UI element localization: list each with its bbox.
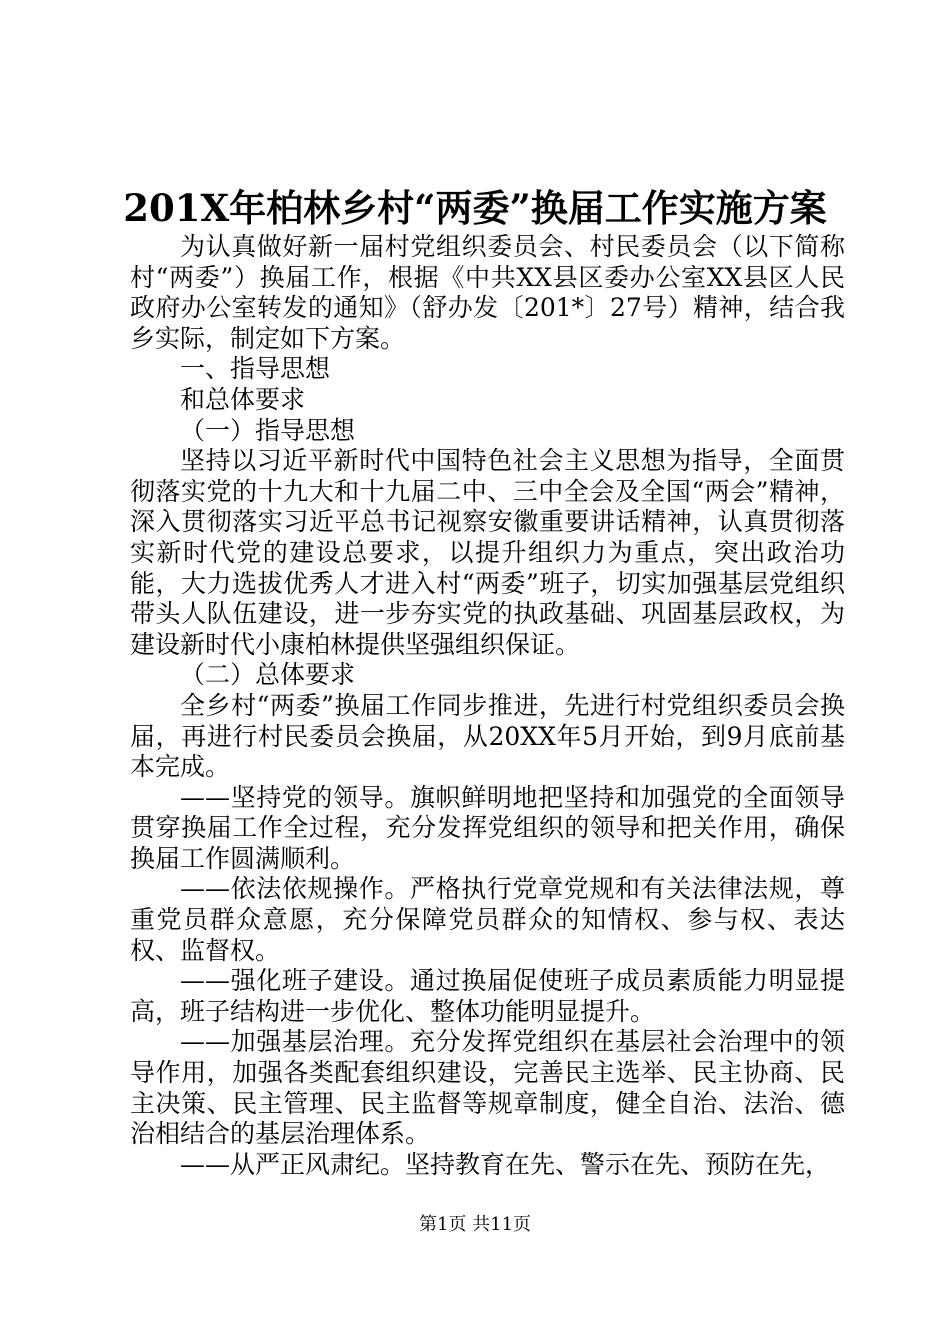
- paragraph-overall-requirements: 全乡村“两委”换届工作同步推进，先进行村党组织委员会换届，再进行村民委员会换届，从20XX年5月开始，到9月底前基本完成。: [130, 690, 845, 782]
- page-footer: 第1页 共11页: [418, 1214, 532, 1235]
- section-heading-1-cont: 和总体要求: [180, 384, 306, 414]
- paragraph-intro: 为认真做好新一届村党组织委员会、村民委员会（以下简称村“两委”）换届工作，根据《中共XX县区委办公室XX县区人民政府办公室转发的通知》（舒办发〔201*〕27号）精神，结合我乡实际，制定如下方案。: [130, 232, 845, 353]
- paragraph-principle-4: ——加强基层治理。充分发挥党组织在基层社会治理中的领导作用，加强各类配套组织建设，完善民主选举、民主协商、民主决策、民主管理、民主监督等规章制度，健全自治、法治、德治相结合的基层治理体系。: [130, 1027, 845, 1149]
- paragraph-principle-5: ——从严正风肃纪。坚持教育在先、警示在先、预防在先，: [180, 1149, 831, 1179]
- document-body: [130, 232, 845, 1180]
- paragraph-principle-1: ——坚持党的领导。旗帜鲜明地把坚持和加强党的全面领导贯穿换届工作全过程，充分发挥党组织的领导和把关作用，确保换届工作圆满顺利。: [130, 782, 845, 873]
- subsection-heading-1: （一）指导思想: [180, 415, 356, 445]
- document-title: 201X年柏林乡村“两委”换届工作实施方案: [123, 186, 827, 230]
- paragraph-principle-2: ——依法依规操作。严格执行党章党规和有关法律法规，尊重党员群众意愿，充分保障党员群众的知情权、参与权、表达权、监督权。: [130, 874, 845, 965]
- subsection-heading-2: （二）总体要求: [180, 660, 356, 690]
- paragraph-principle-3: ——强化班子建设。通过换届促使班子成员素质能力明显提高，班子结构进一步优化、整体功能明显提升。: [130, 966, 845, 1026]
- paragraph-guiding-thought: 坚持以习近平新时代中国特色社会主义思想为指导，全面贯彻落实党的十九大和十九届二中、三中全会及全国“两会”精神，深入贯彻落实习近平总书记视察安徽重要讲话精神，认真贯彻落实新时代党的建设总要求，以提升组织力为重点，突出政治功能，大力选拔优秀人才进入村“两委”班子，切实加强基层党组织带头人队伍建设，进一步夯实党的执政基础、巩固基层政权，为建设新时代小康柏林提供坚强组织保证。: [130, 446, 845, 659]
- section-heading-1: 一、指导思想: [180, 354, 331, 384]
